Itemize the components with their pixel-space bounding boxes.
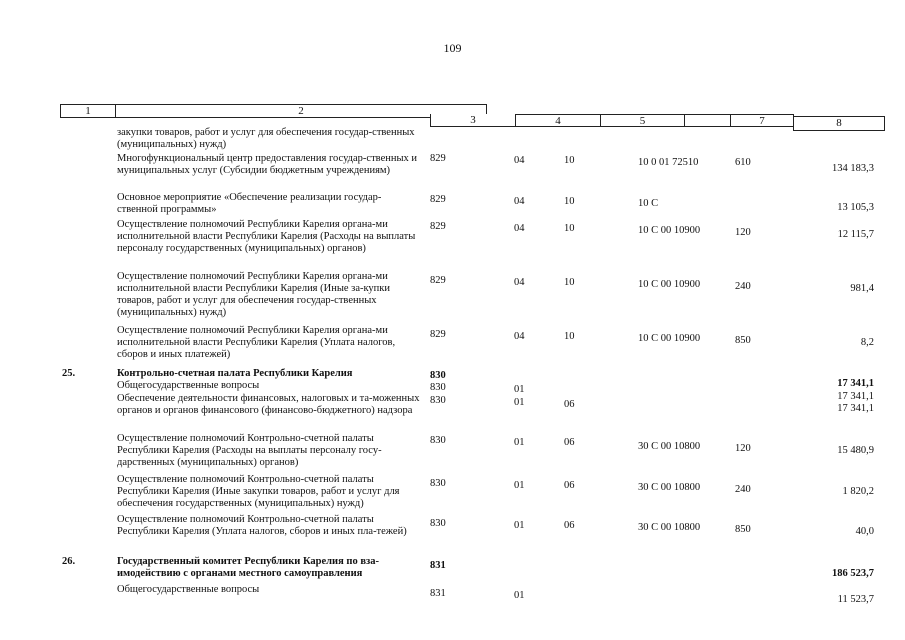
row-sum: 12 115,7 [837,229,874,240]
row-vr: 240 [735,281,751,292]
row-ved: 829 [430,275,446,286]
row-name: Осуществление полномочий Республики Карелия органа-ми исполнительной власти Республики Карелия (Уплата налогов, сборов и иных платежей) [117,325,396,360]
row-name: Государственный комитет Республики Карелия по вза-имодействию с органами местного самоуправления [117,556,379,579]
row-vr: 850 [735,335,751,346]
row-rz: 01 [514,397,525,408]
row-ved: 830 [430,478,446,489]
row-cs: 10 С 00 10900 [638,225,701,236]
row-number: 25. [62,368,76,379]
row-cs: 10 0 01 72510 [638,157,699,168]
row-rz: 01 [514,590,525,601]
column-header-5: 5 [600,114,685,127]
row-sum: 8,2 [860,337,874,348]
row-ved: 829 [430,194,446,205]
row-rz: 04 [514,155,525,166]
row-vr: 120 [735,227,751,238]
column-header-8: 8 [793,116,885,131]
row-pr: 06 [564,520,575,531]
row-vr: 610 [735,157,751,168]
row-name: Осуществление полномочий Контрольно-счетной палаты Республики Карелия (Уплата налогов, сборов и иных пла-тежей) [117,514,407,537]
row-name: Осуществление полномочий Контрольно-счетной палаты Республики Карелия (Иные закупки товаров, работ и услуг для обеспечения государственных (муниципальных) нужд) [117,474,400,509]
row-sum: 1 820,2 [842,486,874,497]
row-ved: 830 [430,370,446,381]
row-cs: 10 С 00 10900 [638,279,701,290]
column-header-4: 4 [515,114,601,127]
row-pr: 10 [564,155,575,166]
column-header-2: 2 [115,104,487,118]
row-sum: 15 480,9 [837,445,874,456]
row-name: Осуществление полномочий Республики Карелия органа-ми исполнительной власти Республики Карелия (Иные за-купки товаров, работ и услуг для обеспечения государ-ственных (муниципальных) нужд) [117,271,391,318]
row-ved: 830 [430,395,446,406]
row-pr: 10 [564,196,575,207]
row-ved: 830 [430,382,446,393]
row-name: Основное мероприятие «Обеспечение реализации государ-ственной программы» [117,192,382,215]
row-sum: 40,0 [855,526,874,537]
row-vr: 120 [735,443,751,454]
row-name: Общегосударственные вопросы [117,584,260,595]
row-cs: 30 С 00 10800 [638,482,701,493]
row-cs: 10 С [638,198,659,209]
row-name: Осуществление полномочий Республики Карелия органа-ми исполнительной власти Республики Карелия (Расходы на выплаты персоналу государственных (муниципальных) органов) [117,219,416,254]
row-cs: 30 С 00 10800 [638,522,701,533]
row-pr: 10 [564,277,575,288]
column-header-1: 1 [60,104,116,118]
row-vr: 850 [735,524,751,535]
row-ved: 829 [430,153,446,164]
row-rz: 04 [514,331,525,342]
row-sum: 981,4 [850,283,874,294]
row-sum: 17 341,1 [837,391,874,402]
row-name: Общегосударственные вопросы [117,380,260,391]
row-rz: 01 [514,520,525,531]
page-number: 109 [443,41,462,55]
row-sum: 186 523,7 [832,568,874,579]
row-ved: 829 [430,221,446,232]
row-pr: 06 [564,480,575,491]
row-rz: 01 [514,480,525,491]
row-name: Осуществление полномочий Контрольно-счетной палаты Республики Карелия (Расходы на выплаты персоналу госу-дарственных (муниципальных) органов) [117,433,382,468]
row-name: Обеспечение деятельности финансовых, налоговых и та-моженных органов и органов финансового (финансово-бюджетного) надзора [117,393,420,416]
row-rz: 04 [514,277,525,288]
row-rz: 01 [514,384,525,395]
row-cs: 10 С 00 10900 [638,333,701,344]
row-pr: 06 [564,437,575,448]
row-ved: 829 [430,329,446,340]
row-rz: 01 [514,437,525,448]
row-ved: 830 [430,435,446,446]
column-header-7: 7 [730,114,794,127]
row-pr: 10 [564,223,575,234]
row-name: закупки товаров, работ и услуг для обеспечения государ-ственных (муниципальных) нужд) [117,127,415,150]
row-sum: 17 341,1 [837,378,874,389]
row-vr: 240 [735,484,751,495]
row-pr: 06 [564,399,575,410]
row-pr: 10 [564,331,575,342]
row-cs: 30 С 00 10800 [638,441,701,452]
row-sum: 134 183,3 [832,163,874,174]
row-number: 26. [62,556,76,567]
row-sum: 13 105,3 [837,202,874,213]
column-header-3: 3 [430,114,516,127]
row-rz: 04 [514,196,525,207]
row-rz: 04 [514,223,525,234]
row-sum-repeat: 17 341,1 [837,403,874,414]
row-ved: 831 [430,560,446,571]
row-ved: 830 [430,518,446,529]
row-name: Многофункциональный центр предоставления государ-ственных и муниципальных услуг (Субсидии бюджетным учреждениям) [117,153,418,176]
row-sum: 11 523,7 [837,594,874,605]
row-ved: 831 [430,588,446,599]
row-name: Контрольно-счетная палата Республики Карелия [117,368,353,379]
